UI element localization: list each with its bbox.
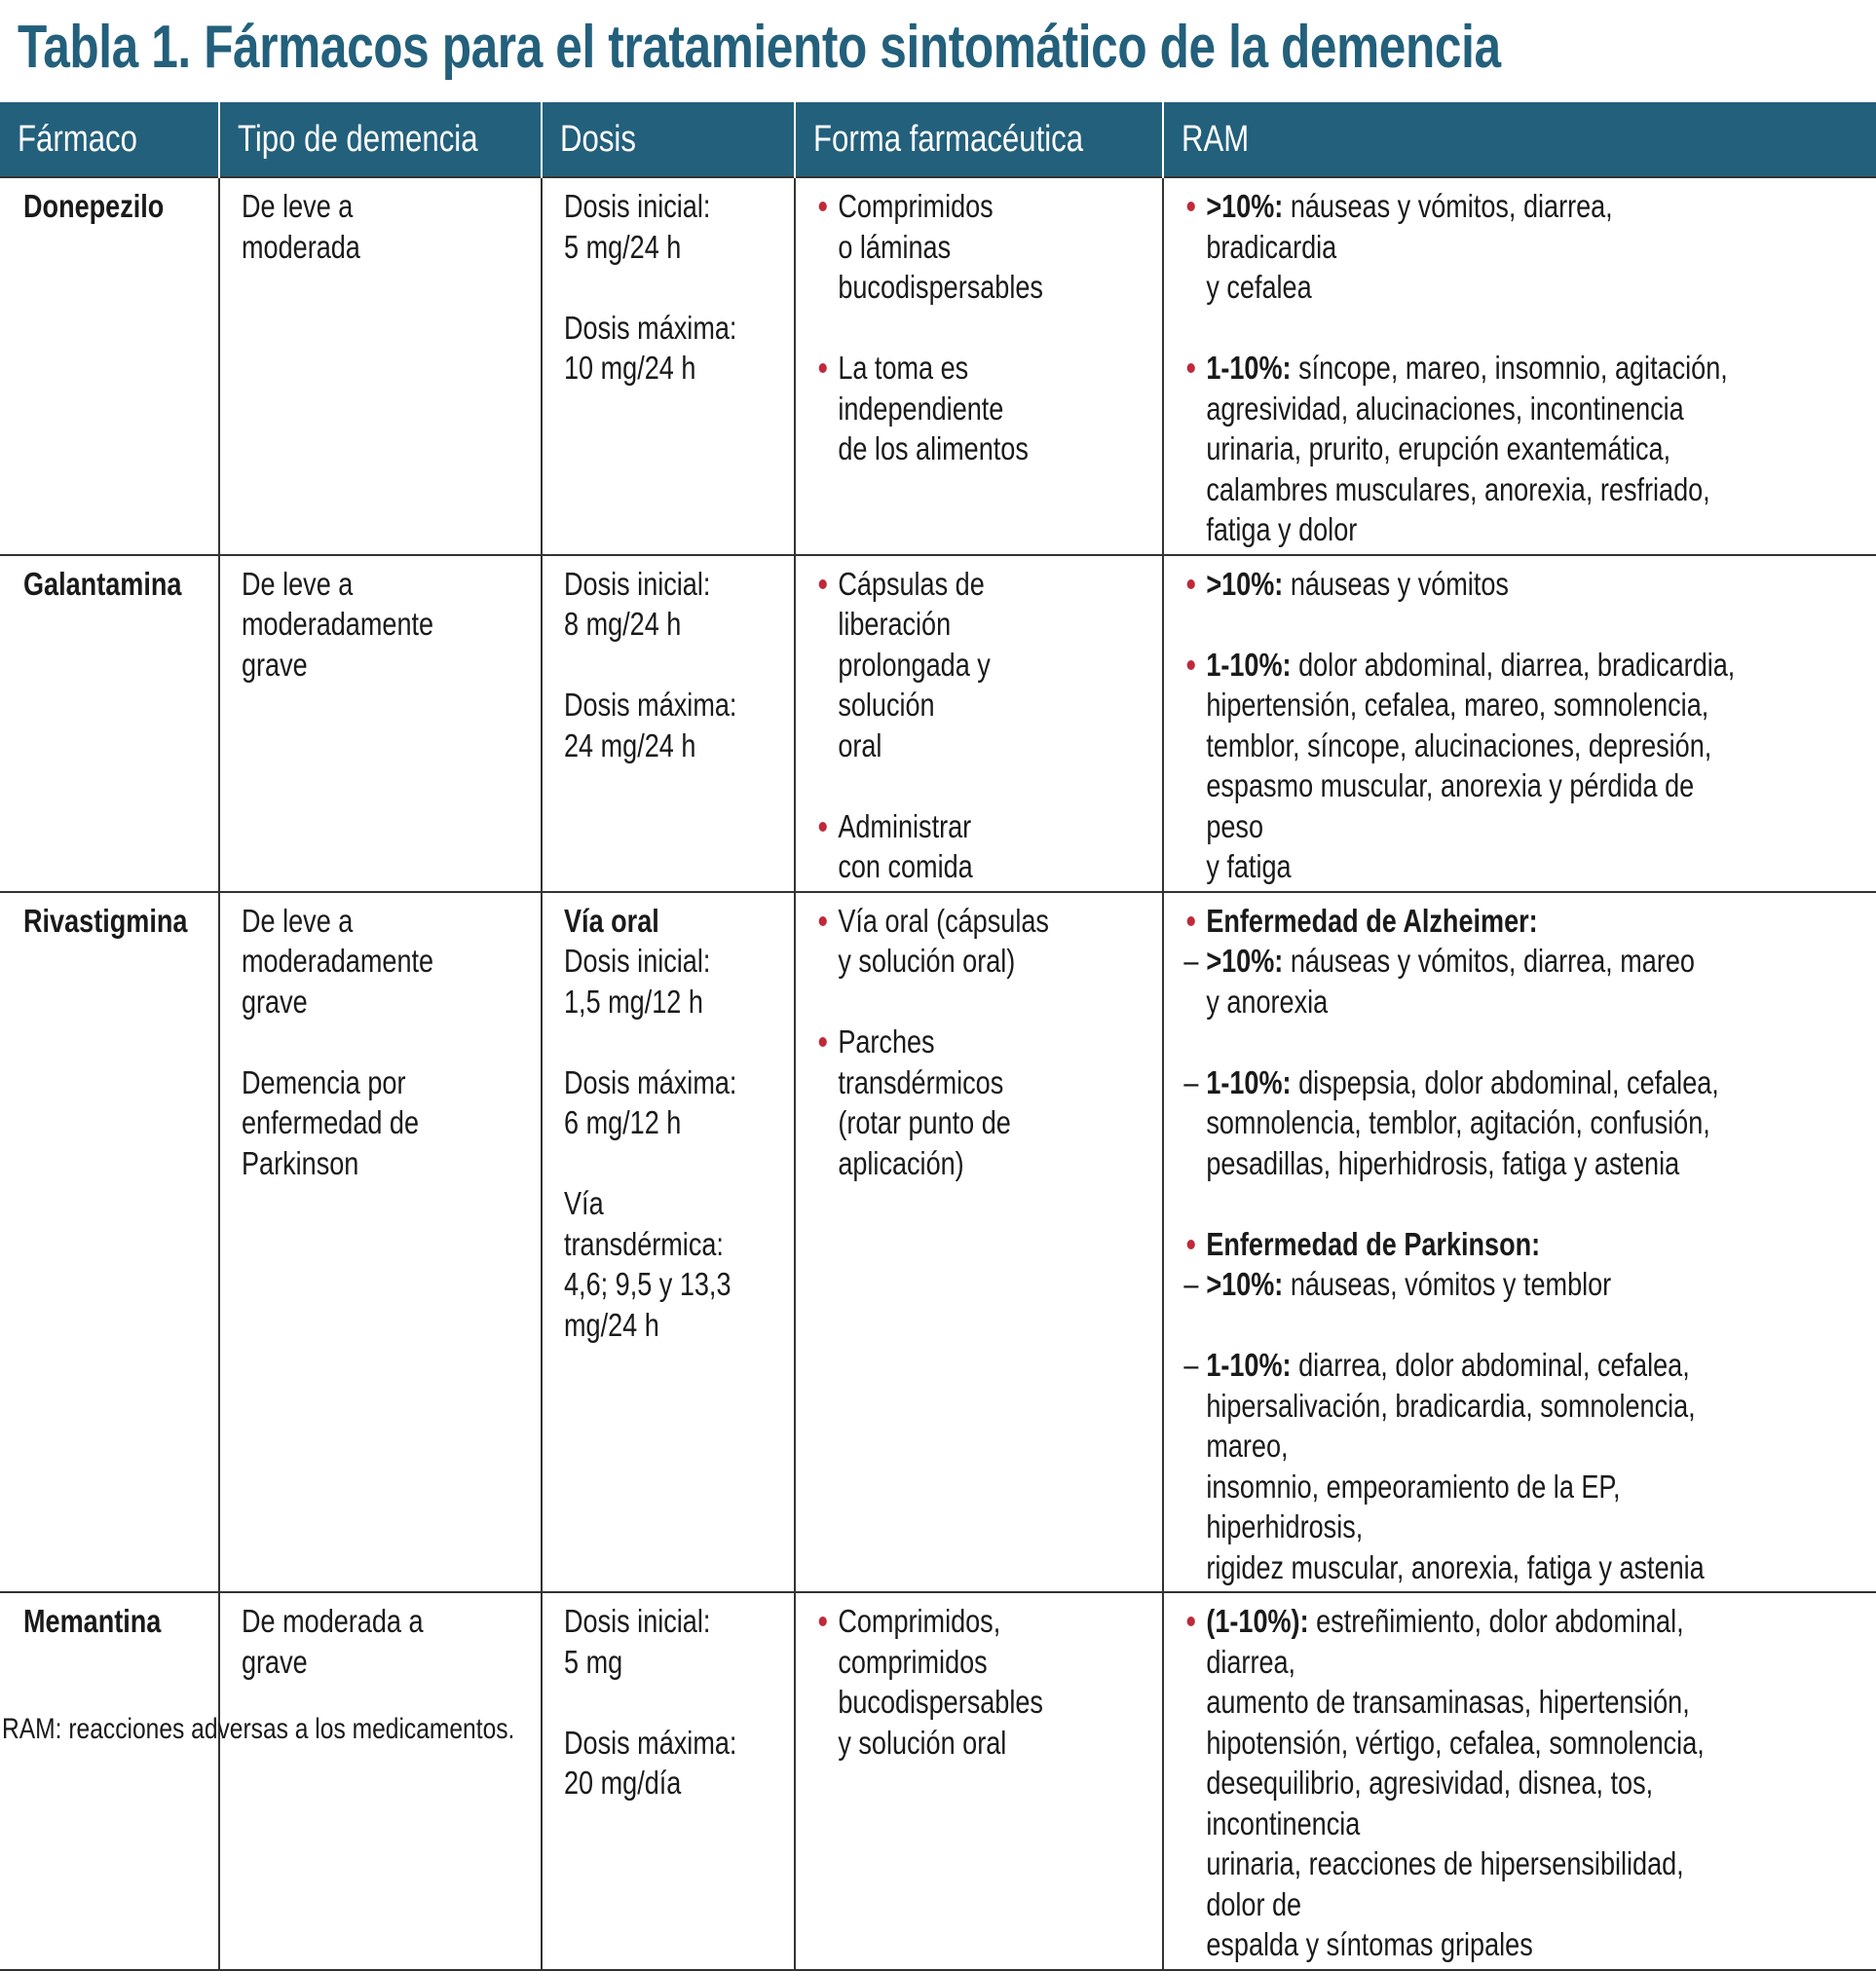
drug-name: Donepezilo (23, 188, 165, 224)
forma-item: Comprimidos, comprimidos bucodispersables y solución oral (817, 1601, 1092, 1763)
ram-cell (1163, 555, 1876, 892)
ram-label: 1-10%: (1206, 1063, 1292, 1100)
spacer (1185, 604, 1744, 645)
drug-cell (0, 177, 219, 555)
spacer (1185, 1022, 1744, 1062)
ram-cell (1163, 1592, 1876, 1970)
drug-cell (0, 1592, 219, 1970)
dosis-route-heading: Vía oral (564, 902, 659, 939)
spacer (564, 267, 744, 308)
table-row (0, 177, 1876, 555)
dosis-line: Vía (564, 1185, 604, 1221)
ram-item (1185, 1264, 1744, 1305)
tipo-line: grave (242, 983, 308, 1020)
ram-item (1185, 645, 1744, 887)
dosis-line: 20 mg/día (564, 1765, 682, 1801)
dosis-line: 4,6; 9,5 y 13,3 (564, 1266, 732, 1302)
dosis-cell (542, 177, 795, 555)
drug-name: Memantina (23, 1603, 162, 1639)
dosis-line: Dosis inicial: (564, 943, 711, 979)
header-ram: RAM (1163, 102, 1876, 177)
tipo-line: Demencia por (242, 1063, 406, 1100)
dosis-cell (542, 555, 795, 892)
tipo-cell (219, 555, 542, 892)
dosis-line: Dosis máxima: (564, 309, 737, 346)
ram-text: náuseas y vómitos, diarrea, mareo y anorexia (1206, 943, 1695, 1020)
dosis-line: 8 mg/24 h (564, 606, 682, 642)
ram-disease-heading: Enfermedad de Alzheimer: (1185, 901, 1744, 942)
forma-item: La toma es independiente de los alimentos (817, 348, 1092, 469)
forma-item: Cápsulas de liberación prolongada y solución oral (817, 564, 1092, 766)
header-farmaco: Fármaco (0, 102, 219, 177)
drug-name: Rivastigmina (23, 902, 188, 939)
tipo-line: enfermedad de (242, 1104, 420, 1140)
ram-label: >10%: (1206, 188, 1284, 224)
tipo-cell (219, 1592, 542, 1970)
ram-text: náuseas y vómitos, diarrea, bradicardia y cefalea (1206, 188, 1613, 305)
ram-text: diarrea, dolor abdominal, cefalea, hipersalivación, bradicardia, somnolencia, mareo, insomnio, empeoramiento de la EP, hiperhidrosis, rigidez muscular, anorexia, fatiga y astenia (1206, 1347, 1705, 1585)
ram-label: 1-10%: (1206, 350, 1292, 386)
tipo-line: grave (242, 646, 308, 683)
spacer (817, 308, 1092, 349)
dosis-line: 6 mg/12 h (564, 1104, 682, 1140)
header-dosis: Dosis (542, 102, 795, 177)
dosis-cell (542, 1592, 795, 1970)
ram-item (1185, 1062, 1744, 1184)
dosis-line: Dosis máxima: (564, 687, 737, 723)
forma-cell (795, 555, 1163, 892)
dosis-line: 5 mg/24 h (564, 228, 682, 265)
dosis-line: 1,5 mg/12 h (564, 983, 703, 1020)
tipo-line: Parkinson (242, 1144, 359, 1181)
table-row (0, 555, 1876, 892)
spacer (1185, 1183, 1744, 1224)
drug-cell (0, 892, 219, 1593)
ram-item (1185, 564, 1744, 605)
forma-item: Comprimidos o láminas bucodispersables (817, 186, 1092, 308)
drug-cell (0, 555, 219, 892)
header-tipo: Tipo de demencia (219, 102, 542, 177)
ram-item (1185, 348, 1744, 550)
forma-cell (795, 892, 1163, 1593)
tipo-line: moderadamente (242, 606, 434, 642)
ram-label: 1-10%: (1206, 1347, 1292, 1383)
dosis-line: Dosis máxima: (564, 1724, 737, 1761)
forma-item: Administrar con comida (817, 806, 1092, 887)
footnote: RAM: reacciones adversas a los medicamentos. (2, 1713, 515, 1745)
ram-item (1185, 1601, 1744, 1965)
tipo-line: moderadamente (242, 943, 434, 979)
ram-label: >10%: (1206, 565, 1284, 602)
dosis-line: mg/24 h (564, 1306, 659, 1343)
dosis-line: 5 mg (564, 1643, 623, 1680)
ram-text: náuseas y vómitos (1283, 565, 1509, 602)
spacer (564, 1143, 744, 1184)
ram-text: síncope, mareo, insomnio, agitación, agresividad, alucinaciones, incontinencia urinaria, prurito, erupción exantemática, calambres musculares, anorexia, resfriado, fatiga y dolor (1206, 350, 1728, 547)
ram-text: estreñimiento, dolor abdominal, diarrea, aumento de transaminasas, hipertensión, hipotensión, vértigo, cefalea, somnolencia, desequilibrio, agresividad, disnea, tos, incontinencia urinaria, reacciones de hipersensibilidad, dolor de espalda y síntomas gripales (1206, 1603, 1705, 1962)
dosis-line: Dosis inicial: (564, 1603, 711, 1639)
tipo-line: De leve a (242, 902, 354, 939)
page-title: Tabla 1. Fármacos para el tratamiento sintomático de la demencia (18, 14, 1501, 81)
spacer (564, 645, 744, 686)
tipo-cell (219, 177, 542, 555)
table-row (0, 892, 1876, 1593)
ram-text: náuseas, vómitos y temblor (1283, 1266, 1612, 1302)
ram-label: 1-10%: (1206, 646, 1292, 683)
dosis-line: 24 mg/24 h (564, 726, 696, 763)
dosis-line: Dosis máxima: (564, 1063, 737, 1100)
ram-item (1185, 1345, 1744, 1587)
ram-cell (1163, 892, 1876, 1593)
ram-cell (1163, 177, 1876, 555)
spacer (564, 1682, 744, 1723)
ram-label: (1-10%): (1206, 1603, 1309, 1639)
dosis-line: Dosis inicial: (564, 565, 711, 602)
dosis-cell (542, 892, 795, 1593)
ram-label: >10%: (1206, 943, 1284, 979)
forma-item: Parches transdérmicos (rotar punto de aplicación) (817, 1022, 1092, 1183)
forma-cell (795, 177, 1163, 555)
drug-table (0, 102, 1876, 1971)
spacer (817, 982, 1092, 1023)
forma-cell (795, 1592, 1163, 1970)
header-forma: Forma farmacéutica (795, 102, 1163, 177)
dosis-line: transdérmica: (564, 1225, 724, 1262)
tipo-line: De leve a (242, 565, 354, 602)
spacer (564, 1022, 744, 1062)
tipo-cell (219, 892, 542, 1593)
table-header-row (0, 102, 1876, 177)
ram-disease-heading: Enfermedad de Parkinson: (1185, 1224, 1744, 1265)
forma-item: Vía oral (cápsulas y solución oral) (817, 901, 1092, 982)
tipo-line: De moderada a grave (242, 1603, 431, 1680)
spacer (1185, 1305, 1744, 1346)
dosis-line: 10 mg/24 h (564, 350, 696, 386)
tipo-line: De leve a moderada (242, 188, 360, 265)
dosis-line: Dosis inicial: (564, 188, 711, 224)
spacer (1185, 308, 1744, 349)
ram-item (1185, 186, 1744, 308)
drug-name: Galantamina (23, 565, 182, 602)
ram-text: dolor abdominal, diarrea, bradicardia, hipertensión, cefalea, mareo, somnolencia, temblor, síncope, alucinaciones, depresión, espasmo muscular, anorexia y pérdida de peso y fatiga (1206, 646, 1736, 884)
table-row (0, 1592, 1876, 1970)
ram-label: >10%: (1206, 1266, 1284, 1302)
spacer (817, 765, 1092, 806)
spacer (242, 1022, 479, 1062)
ram-item (1185, 941, 1744, 1022)
ram-text: dispepsia, dolor abdominal, cefalea, somnolencia, temblor, agitación, confusión, pesadillas, hiperhidrosis, fatiga y astenia (1206, 1063, 1719, 1181)
